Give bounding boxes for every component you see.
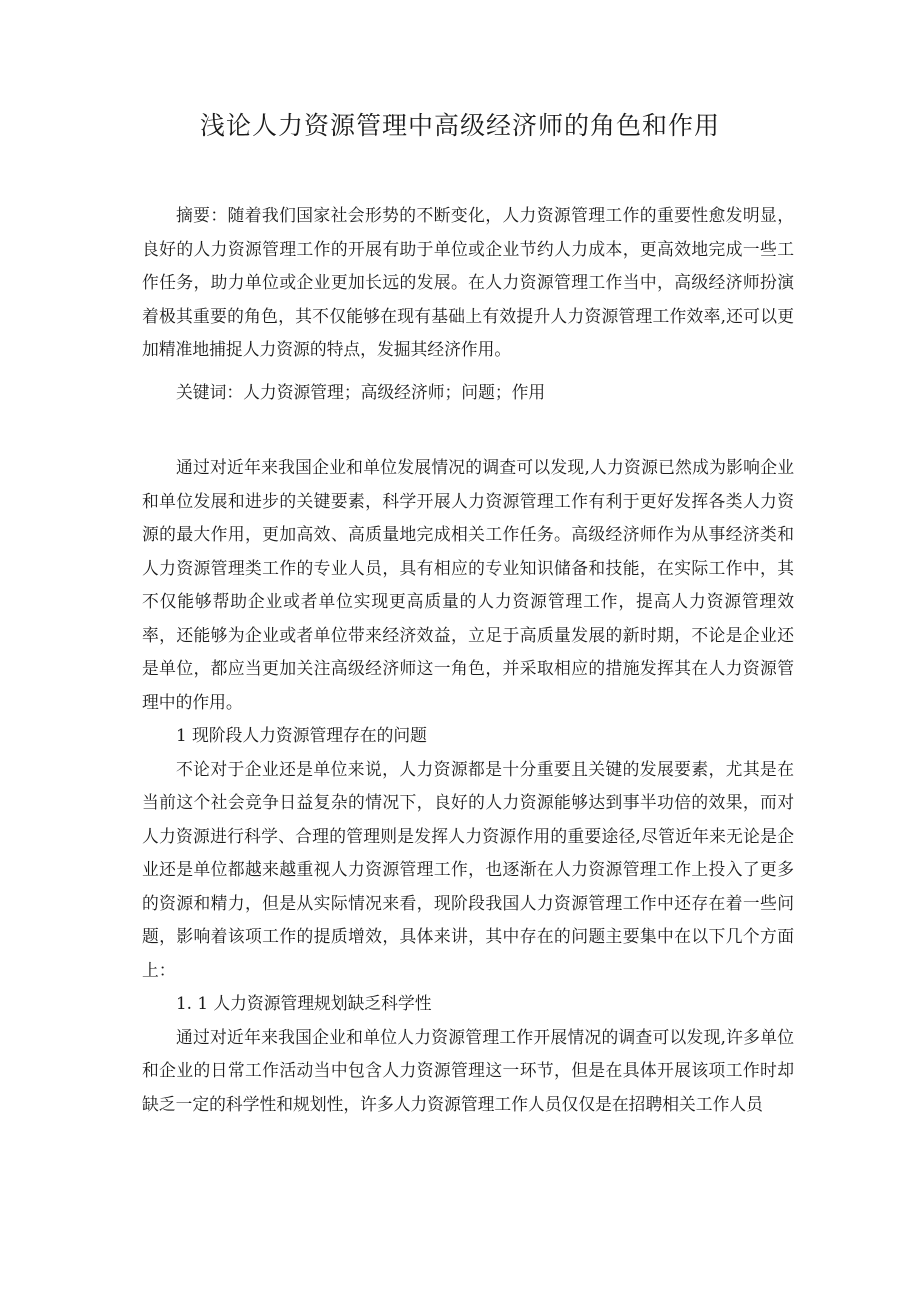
abstract-block <box>142 199 794 367</box>
section-heading-1-1: 1. 1 人力资源管理规划缺乏科学性 <box>176 993 432 1013</box>
keywords-block <box>142 376 794 410</box>
abstract-paragraph: 摘要：随着我们国家社会形势的不断变化，人力资源管理工作的重要性愈发明显，良好的人力资源管理工作的开展有助于单位或企业节约人力成本，更高效地完成一些工作任务，助力单位或企业更加长远的发展。在人力资源管理工作当中，高级经济师扮演着极其重要的角色，其不仅能够在现有基础上有效提升人力资源管理工作效率,还可以更加精准地捕捉人力资源的特点，发掘其经济作用。 <box>142 205 794 359</box>
document-title: 浅论人力资源管理中高级经济师的角色和作用 <box>199 111 720 140</box>
section-heading-1: 1 现阶段人力资源管理存在的问题 <box>176 725 427 745</box>
keywords-line: 关键词：人力资源管理；高级经济师；问题；作用 <box>176 382 546 402</box>
main-text <box>142 451 794 1121</box>
section-1-1-paragraph: 通过对近年来我国企业和单位人力资源管理工作开展情况的调查可以发现,许多单位和企业的日常工作活动当中包含人力资源管理这一环节，但是在具体开展该项工作时却缺乏一定的科学性和规划性，许多人力资源管理工作人员仅仅是在招聘相关工作人员 <box>142 1026 794 1114</box>
section-1-paragraph: 不论对于企业还是单位来说，人力资源都是十分重要且关键的发展要素，尤其是在当前这个社会竞争日益复杂的情况下，良好的人力资源能够达到事半功倍的效果，而对人力资源进行科学、合理的管理则是发挥人力资源作用的重要途径,尽管近年来无论是企业还是单位都越来越重视人力资源管理工作，也逐渐在人力资源管理工作上投入了更多的资源和精力，但是从实际情况来看，现阶段我国人力资源管理工作中还存在着一些问题，影响着该项工作的提质增效，具体来讲，其中存在的问题主要集中在以下几个方面上： <box>142 758 794 980</box>
intro-paragraph: 通过对近年来我国企业和单位发展情况的调查可以发现,人力资源已然成为影响企业和单位发展和进步的关键要素，科学开展人力资源管理工作有利于更好发挥各类人力资源的最大作用，更加高效、高质量地完成相关工作任务。高级经济师作为从事经济类和人力资源管理类工作的专业人员，具有相应的专业知识储备和技能，在实际工作中，其不仅能够帮助企业或者单位实现更高质量的人力资源管理工作，提高人力资源管理效率，还能够为企业或者单位带来经济效益，立足于高质量发展的新时期，不论是企业还是单位，都应当更加关注高级经济师这一角色，并采取相应的措施发挥其在人力资源管理中的作用。 <box>142 457 794 712</box>
